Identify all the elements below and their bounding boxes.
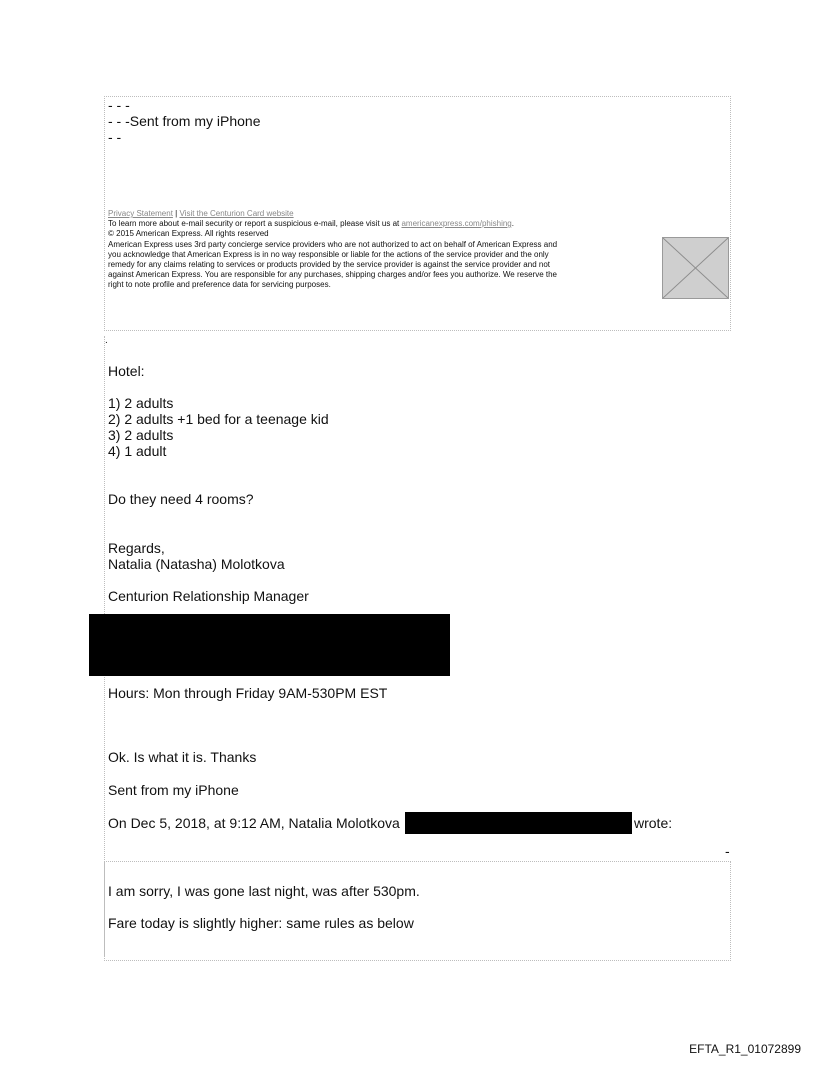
quoted-line: - - <box>108 129 122 145</box>
disclaimer-line: remedy for any claims relating to services or products provided by the service provider is against the service provider and not <box>108 260 550 269</box>
attribution-prefix: On Dec 5, 2018, at 9:12 AM, Natalia Molotkova <box>108 815 400 831</box>
stray-dot: . <box>105 335 108 346</box>
sender-name: Natalia (Natasha) Molotkova <box>108 556 285 572</box>
quoted-reply-box <box>104 861 731 961</box>
broken-image-icon <box>662 237 729 299</box>
quoted-line: - - - <box>108 97 130 113</box>
room-item: 1) 2 adults <box>108 395 174 411</box>
room-item: 2) 2 adults +1 bed for a teenage kid <box>108 411 329 427</box>
security-text: To learn more about e-mail security or report a suspicious e-mail, please visit us at <box>108 219 400 228</box>
link-separator: | <box>175 209 178 218</box>
room-item: 3) 2 adults <box>108 427 174 443</box>
sender-title: Centurion Relationship Manager <box>108 588 309 604</box>
reply-text: Ok. Is what it is. Thanks <box>108 749 257 765</box>
redacted-email-address <box>405 812 632 834</box>
privacy-statement-link[interactable]: Privacy Statement <box>108 209 173 218</box>
disclaimer-line: right to note profile and preference data for servicing purposes. <box>108 280 331 289</box>
phishing-link[interactable]: americanexpress.com/phishing <box>401 219 512 228</box>
redaction-block <box>89 614 450 676</box>
disclaimer-line: American Express uses 3rd party concierge service providers who are not authorized to act on behalf of American Express and <box>108 240 558 249</box>
bates-number: EFTA_R1_01072899 <box>689 1042 801 1056</box>
room-item: 4) 1 adult <box>108 443 167 459</box>
centurion-website-link[interactable]: Visit the Centurion Card website <box>179 209 294 218</box>
security-notice: To learn more about e-mail security or report a suspicious e-mail, please visit us at americanexpress.com/phishing. <box>108 219 514 228</box>
separator-dash: - <box>725 843 730 859</box>
copyright: © 2015 American Express. All rights reserved <box>108 229 269 238</box>
disclaimer-line: against American Express. You are responsible for any purchases, shipping charges and/or fees you authorize. We reserve the <box>108 270 557 279</box>
quoted-sent-line: - - -Sent from my iPhone <box>108 113 261 129</box>
footer-links <box>108 209 294 219</box>
sent-from-iphone: Sent from my iPhone <box>108 782 239 798</box>
rooms-question: Do they need 4 rooms? <box>108 491 254 507</box>
office-hours: Hours: Mon through Friday 9AM-530PM EST <box>108 685 388 701</box>
fare-line: Fare today is slightly higher: same rules as below <box>108 915 414 931</box>
attribution-suffix: wrote: <box>634 815 673 831</box>
apology-line: I am sorry, I was gone last night, was after 530pm. <box>108 883 420 899</box>
disclaimer-line: you acknowledge that American Express is in no way responsible or liable for the actions of the service provider and the only <box>108 250 549 259</box>
regards-line: Regards, <box>108 540 165 556</box>
hotel-label: Hotel: <box>108 363 145 379</box>
